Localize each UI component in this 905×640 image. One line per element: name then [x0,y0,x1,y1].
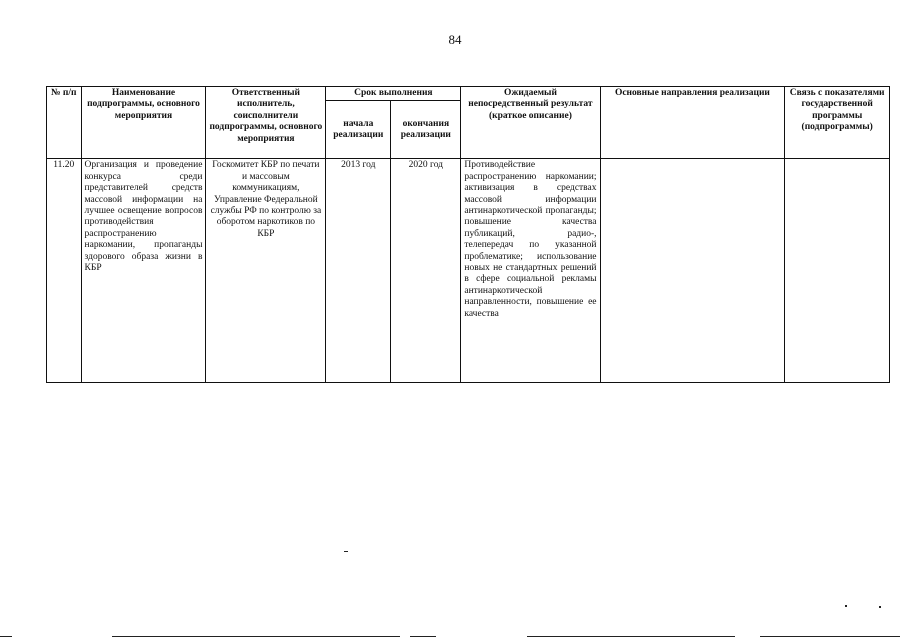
header-name: Наименование подпрограммы, основного мероприятия [81,87,206,159]
cell-link [785,159,890,383]
header-term: Срок выполнения [326,87,461,101]
cell-name: Организация и проведение конкурса среди представителей средств массовой информации на лучшее освещение вопросов противодействия распространению наркомании, пропаганды здорового образа жизни в КБР [81,159,206,383]
table-row [47,159,890,383]
scan-edge-line [527,636,735,637]
scan-edge-line [410,636,436,637]
header-result: Ожидаемый непосредственный результат (краткое описание) [461,87,600,159]
cell-responsible: Госкомитет КБР по печати и массовым коммуникациям, Управление Федеральной службы РФ по контролю за оборотом наркотиков по КБР [206,159,326,383]
header-link: Связь с показателями государственной программы (подпрограммы) [785,87,890,159]
scan-mark [879,606,881,608]
scan-mark [845,605,847,607]
page-number: 84 [448,32,462,47]
cell-directions [600,159,785,383]
scan-edge-line [112,636,400,637]
header-num: № п/п [47,87,82,159]
scan-mark [344,551,348,552]
cell-num: 11.20 [47,159,82,383]
cell-start: 2013 год [326,159,391,383]
cell-result: Противодействие распространению наркомании; активизация в средствах массовой информации антинаркотической пропаганды; повышение качества публикаций, радио-, телепередач по указанной проблематике; использование новых не стандартных решений в сфере социальной рекламы антинаркотической направленности, повышение ее качества [461,159,600,383]
header-responsible: Ответственный исполнитель, соисполнители подпрограммы, основного мероприятия [206,87,326,159]
scan-edge-line [760,636,900,637]
header-directions: Основные направления реализации [600,87,785,159]
program-table [46,86,890,383]
scan-edge-line [0,636,12,637]
header-term-start: начала реализации [326,101,391,159]
cell-end: 2020 год [391,159,461,383]
header-term-end: окончания реализации [391,101,461,159]
